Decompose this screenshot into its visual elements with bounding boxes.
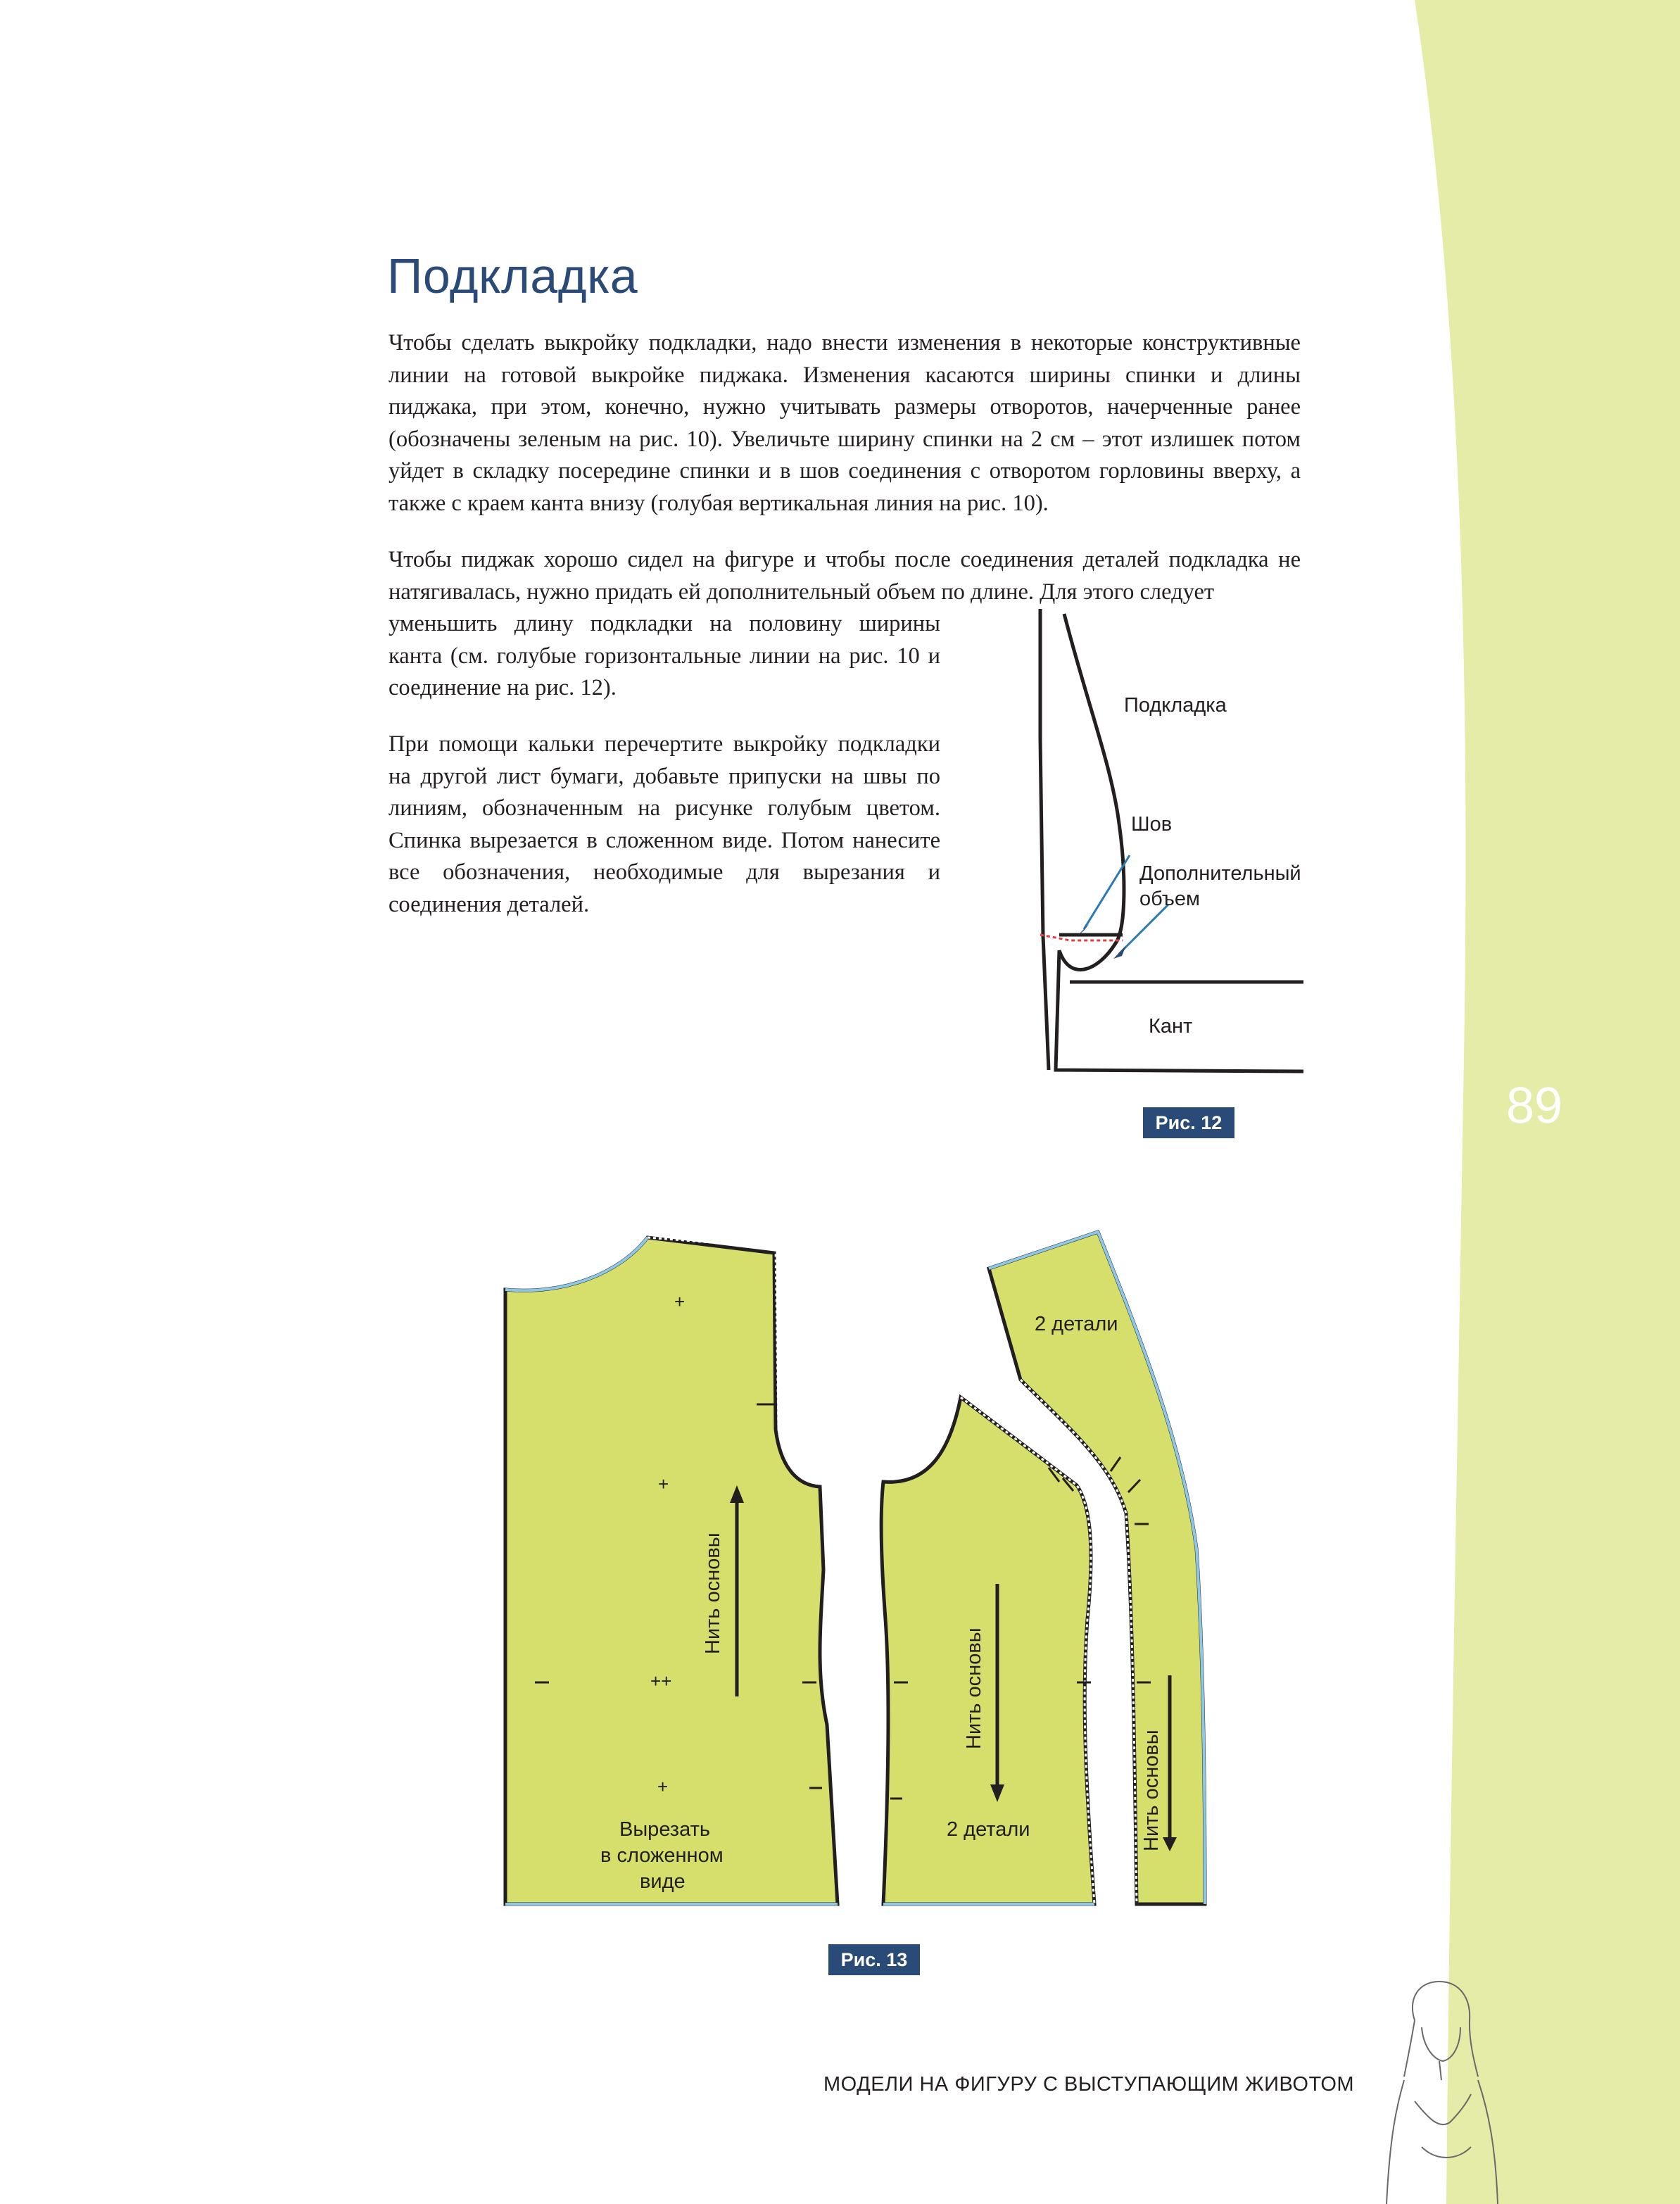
back-cut-label-1: Вырезать: [619, 1818, 710, 1841]
paragraph-volume: Чтобы пиджак хорошо сидел на фигуре и чтобы после соединения деталей подкладка не натягивалась, нужно придать ей дополнительный объем по длине. Для этого следует: [389, 547, 1301, 605]
facing-count-label: 2 детали: [1035, 1313, 1118, 1335]
facing-grain-label: Нить основы: [1140, 1730, 1163, 1851]
figure-12-caption: Рис. 12: [1143, 1107, 1234, 1138]
paragraph-intro: Чтобы сделать выкройку подкладки, надо внести изменения в некоторые конструктивные линии на готовой выкройке пиджака. Изменения касаются ширины спинки и длины пиджака, при этом, конечно, нужно учитывать размеры отворотов, начерченные ранее (обозначены зеленым на рис. 10). Увеличьте ширину спинки на 2 см – этот излишек потом уйдет в складку посередине спинки и в шов соединения с отворотом горловины вверху, а также с краем канта внизу (голубая вертикальная линия на рис. 10).: [389, 330, 1301, 516]
fig12-label-extra-2: объем: [1139, 888, 1200, 910]
fig12-label-extra-1: Дополнительный: [1139, 862, 1301, 885]
paragraph-volume-cont: уменьшить длину подкладки на половину ширины канта (см. голубые горизонтальные линии на рис. 10 и соединение на рис. 12).: [389, 611, 940, 700]
back-grain-label: Нить основы: [702, 1532, 724, 1654]
page-title: Подкладка: [387, 248, 638, 303]
front-grain-label: Нить основы: [963, 1627, 985, 1749]
front-count-label: 2 детали: [947, 1818, 1030, 1841]
footer-section-title: МОДЕЛИ НА ФИГУРУ С ВЫСТУПАЮЩИМ ЖИВОТОМ: [823, 2073, 1355, 2096]
svg-text:+: +: [674, 1291, 686, 1312]
fig12-label-piping: Кант: [1149, 1015, 1193, 1038]
paragraph-tracing: При помощи кальки перечертите выкройку подкладки на другой лист бумаги, добавьте припуски на швы по линиям, обозначенным на рисунке голубым цветом. Спинка вырезается в сложенном виде. Потом нанесите все обозначения, необходимые для вырезания и соединения деталей.: [389, 731, 940, 917]
figure-13-caption: Рис. 13: [828, 1944, 920, 1975]
fig12-label-lining: Подкладка: [1124, 694, 1227, 717]
page-number: 89: [1505, 1078, 1563, 1134]
svg-text:++: ++: [650, 1670, 672, 1692]
fig12-label-seam: Шов: [1131, 813, 1173, 836]
back-cut-label-3: виде: [640, 1870, 686, 1893]
back-cut-label-2: в сложенном: [600, 1844, 724, 1867]
svg-text:+: +: [657, 1776, 669, 1797]
svg-text:+: +: [658, 1473, 669, 1494]
